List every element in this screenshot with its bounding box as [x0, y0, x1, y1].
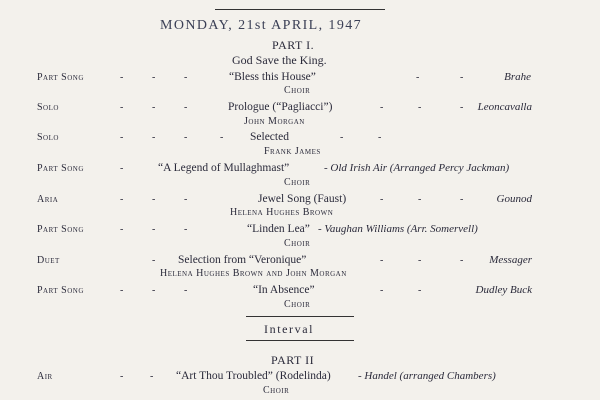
leader-dash: - — [418, 285, 422, 296]
item-type: Part Song — [37, 285, 84, 296]
item-performer: Choir — [284, 177, 311, 188]
leader-dash: - — [150, 371, 154, 382]
leader-dash: - — [184, 194, 188, 205]
leader-dash: - — [120, 102, 124, 113]
item-performer: Choir — [284, 85, 311, 96]
item-type: Part Song — [37, 163, 84, 174]
item-title: Selection from “Veronique” — [178, 254, 307, 266]
interval-rule-top — [246, 316, 354, 317]
leader-dash: - — [380, 194, 384, 205]
part-one-heading: PART I. — [272, 38, 315, 52]
item-title: Prologue (“Pagliacci”) — [228, 101, 333, 113]
leader-dash: - — [418, 255, 422, 266]
interval-rule-bottom — [246, 340, 354, 341]
leader-dash: - — [120, 163, 124, 174]
leader-dash: - — [184, 72, 188, 83]
leader-dash: - — [120, 371, 124, 382]
leader-dash: - — [380, 255, 384, 266]
item-title: “Bless this House” — [229, 71, 316, 83]
leader-dash: - — [120, 224, 124, 235]
leader-dash: - — [120, 194, 124, 205]
leader-dash: - — [152, 72, 156, 83]
item-type: Duet — [37, 255, 60, 266]
leader-dash: - — [378, 132, 382, 143]
leader-dash: - — [220, 132, 224, 143]
item-composer: Brahe — [504, 71, 531, 83]
leader-dash: - — [184, 285, 188, 296]
anthem: God Save the King. — [232, 53, 327, 67]
item-type: Part Song — [37, 72, 84, 83]
item-composer: Leoncavalla — [477, 101, 532, 113]
item-title: “Linden Lea” — [247, 223, 310, 235]
item-composer: Dudley Buck — [475, 284, 532, 296]
item-performer: Choir — [263, 385, 290, 396]
item-performer: Choir — [284, 299, 311, 310]
item-performer: Helena Hughes Brown — [230, 207, 334, 218]
leader-dash: - — [184, 132, 188, 143]
leader-dash: - — [416, 72, 420, 83]
leader-dash: - — [340, 132, 344, 143]
item-performer: Frank James — [264, 146, 321, 157]
leader-dash: - — [418, 102, 422, 113]
item-composer: Gounod — [496, 193, 532, 205]
leader-dash: - — [460, 255, 464, 266]
item-type: Part Song — [37, 224, 84, 235]
leader-dash: - — [152, 285, 156, 296]
item-performer: John Morgan — [244, 116, 305, 127]
leader-dash: - — [152, 255, 156, 266]
leader-dash: - — [380, 285, 384, 296]
leader-dash: - — [152, 194, 156, 205]
item-performer: Choir — [284, 238, 311, 249]
item-composer: Messager — [489, 254, 532, 266]
interval-heading: Interval — [264, 322, 315, 336]
item-title: “In Absence” — [253, 284, 315, 296]
part-two-heading: PART II — [271, 353, 315, 367]
item-title: Jewel Song (Faust) — [258, 193, 347, 205]
item-type: Aria — [37, 194, 59, 205]
leader-dash: - — [152, 224, 156, 235]
item-type: Solo — [37, 132, 59, 143]
leader-dash: - — [152, 102, 156, 113]
item-composer: - Handel (arranged Chambers) — [358, 370, 496, 382]
item-title: Selected — [250, 131, 289, 143]
item-composer: - Vaughan Williams (Arr. Somervell) — [318, 223, 478, 235]
item-title: “Art Thou Troubled” (Rodelinda) — [176, 370, 331, 382]
item-performer: Helena Hughes Brown and John Morgan — [160, 268, 347, 279]
leader-dash: - — [152, 132, 156, 143]
item-type: Solo — [37, 102, 59, 113]
leader-dash: - — [120, 285, 124, 296]
leader-dash: - — [460, 194, 464, 205]
leader-dash: - — [460, 102, 464, 113]
item-type: Air — [37, 371, 53, 382]
leader-dash: - — [184, 224, 188, 235]
leader-dash: - — [418, 194, 422, 205]
item-title: “A Legend of Mullaghmast” — [158, 162, 290, 174]
leader-dash: - — [120, 132, 124, 143]
concert-date: MONDAY, 21st APRIL, 1947 — [160, 18, 363, 33]
leader-dash: - — [380, 102, 384, 113]
leader-dash: - — [460, 72, 464, 83]
leader-dash: - — [120, 72, 124, 83]
top-rule — [215, 9, 385, 10]
item-composer: - Old Irish Air (Arranged Percy Jackman) — [324, 162, 510, 174]
leader-dash: - — [184, 102, 188, 113]
